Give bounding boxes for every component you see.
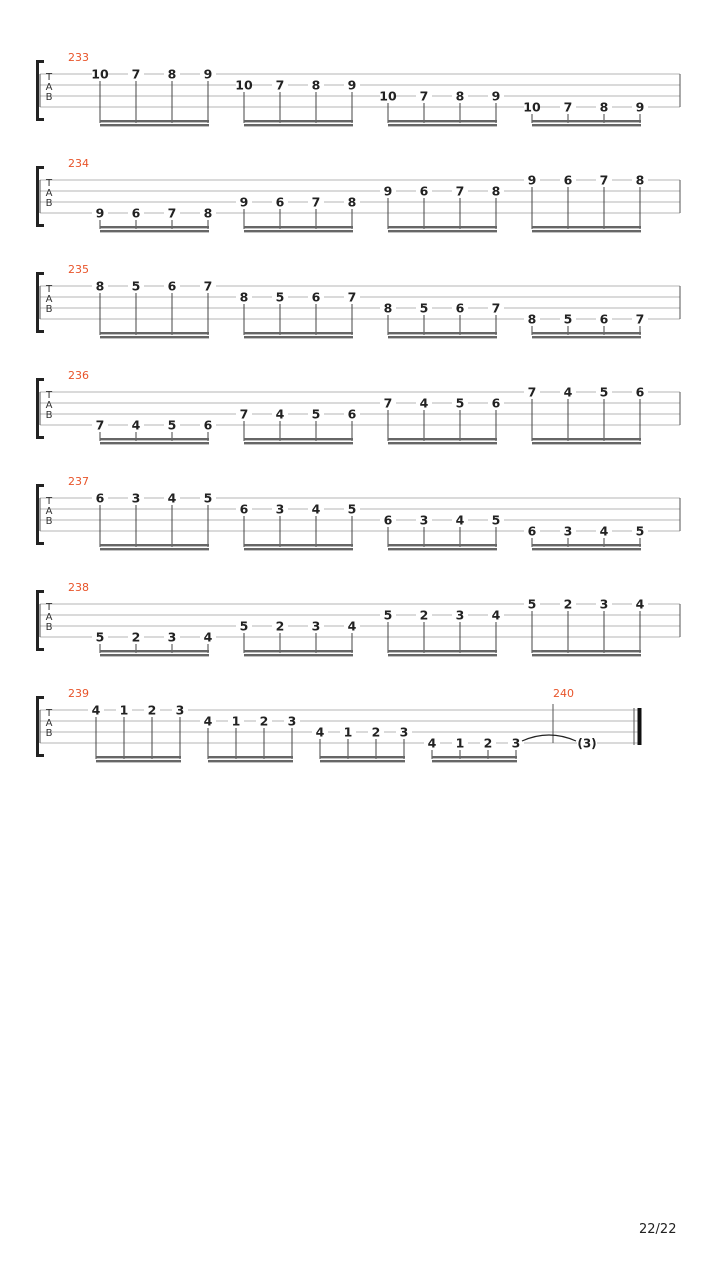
tab-clef-letter: A <box>45 506 53 517</box>
fret-number: 8 <box>311 77 321 93</box>
fret-number: 2 <box>259 713 269 729</box>
fret-number: 4 <box>563 384 573 400</box>
fret-number: 3 <box>511 735 521 751</box>
measure-number: 234 <box>68 157 89 170</box>
beam <box>388 124 497 126</box>
fret-number: 1 <box>119 702 129 718</box>
fret-number: 4 <box>427 735 437 751</box>
fret-number: 9 <box>635 99 645 115</box>
tab-clef-letter: B <box>45 198 53 209</box>
beam <box>532 230 641 232</box>
beam <box>244 544 353 546</box>
beam <box>96 756 181 758</box>
fret-number: 4 <box>347 618 357 634</box>
fret-number: 7 <box>239 406 249 422</box>
fret-number: 9 <box>527 172 537 188</box>
note-group <box>92 206 216 233</box>
fret-number: 9 <box>347 77 357 93</box>
tab-system <box>36 157 680 232</box>
fret-number: 6 <box>383 512 393 528</box>
fret-number: 7 <box>491 300 501 316</box>
tab-clef-letter: A <box>45 188 53 199</box>
tab-clef-letter: B <box>45 92 53 103</box>
beam <box>532 544 641 546</box>
fret-number: 5 <box>635 523 645 539</box>
fret-number: 4 <box>599 523 609 539</box>
measure-number: 236 <box>68 369 89 382</box>
fret-number: 2 <box>131 629 141 645</box>
fret-number: 6 <box>167 278 177 294</box>
tab-clef-letter: T <box>45 72 53 83</box>
fret-number: 3 <box>419 512 429 528</box>
tab-clef-letter: T <box>45 496 53 507</box>
final-barline-thick <box>638 708 642 745</box>
tab-clef-letter: T <box>45 602 53 613</box>
note-group <box>523 100 648 127</box>
fret-number: 8 <box>167 66 177 82</box>
fret-number: 7 <box>599 172 609 188</box>
beam <box>532 548 641 550</box>
beam <box>244 438 353 440</box>
beam <box>532 226 641 228</box>
beam <box>100 650 209 652</box>
tab-system <box>36 263 680 338</box>
beam <box>388 442 497 444</box>
fret-number: 4 <box>419 395 429 411</box>
beam <box>100 438 209 440</box>
tied-note: (3) <box>577 736 597 751</box>
fret-number: 8 <box>527 311 537 327</box>
fret-number: 6 <box>527 523 537 539</box>
fret-number: 2 <box>563 596 573 612</box>
fret-number: 5 <box>491 512 501 528</box>
measure-number: 238 <box>68 581 89 594</box>
fret-number: 4 <box>203 713 213 729</box>
fret-number: 3 <box>455 607 465 623</box>
tab-clef-letter: T <box>45 284 53 295</box>
fret-number: 9 <box>239 194 249 210</box>
tab-system <box>36 687 642 762</box>
beam <box>388 438 497 440</box>
beam <box>244 230 353 232</box>
tab-clef-letter: A <box>45 400 53 411</box>
fret-number: 3 <box>275 501 285 517</box>
beam <box>100 544 209 546</box>
fret-number: 9 <box>95 205 105 221</box>
page-number: 22/22 <box>639 1222 677 1237</box>
fret-number: 5 <box>203 490 213 506</box>
fret-number: 4 <box>311 501 321 517</box>
fret-number: 6 <box>239 501 249 517</box>
beam <box>532 124 641 126</box>
fret-number: 7 <box>167 205 177 221</box>
beam <box>388 548 497 550</box>
tab-clef-letter: A <box>45 82 53 93</box>
tab-clef-letter: B <box>45 622 53 633</box>
beam <box>532 650 641 652</box>
fret-number: 8 <box>455 88 465 104</box>
measure-number: 240 <box>553 687 574 700</box>
beam <box>388 650 497 652</box>
beam <box>388 332 497 334</box>
fret-number: 5 <box>527 596 537 612</box>
fret-number: 7 <box>275 77 285 93</box>
fret-number: 6 <box>131 205 141 221</box>
beam <box>388 544 497 546</box>
fret-number: 7 <box>563 99 573 115</box>
fret-number: 10 <box>523 99 541 115</box>
fret-number: 2 <box>371 724 381 740</box>
tab-system <box>36 369 680 444</box>
fret-number: 6 <box>203 417 213 433</box>
tab-system <box>36 51 680 126</box>
fret-number: 6 <box>491 395 501 411</box>
beam <box>432 756 517 758</box>
fret-number: 3 <box>167 629 177 645</box>
fret-number: 8 <box>239 289 249 305</box>
fret-number: 4 <box>167 490 177 506</box>
fret-number: 5 <box>131 278 141 294</box>
beam <box>100 332 209 334</box>
measure-number: 233 <box>68 51 89 64</box>
fret-number: 6 <box>455 300 465 316</box>
fret-number: 9 <box>383 183 393 199</box>
beam <box>532 120 641 122</box>
tab-clef-letter: A <box>45 294 53 305</box>
beam <box>244 120 353 122</box>
beam <box>388 226 497 228</box>
beam <box>244 124 353 126</box>
fret-number: 7 <box>203 278 213 294</box>
fret-number: 7 <box>455 183 465 199</box>
fret-number: 3 <box>131 490 141 506</box>
note-group <box>524 312 648 339</box>
beam <box>532 442 641 444</box>
fret-number: 6 <box>599 311 609 327</box>
beam <box>100 226 209 228</box>
tab-clef-letter: B <box>45 410 53 421</box>
fret-number: 7 <box>635 311 645 327</box>
beam <box>532 332 641 334</box>
note-group <box>92 418 216 445</box>
fret-number: 8 <box>203 205 213 221</box>
fret-number: 5 <box>95 629 105 645</box>
fret-number: 8 <box>347 194 357 210</box>
fret-number: 8 <box>635 172 645 188</box>
fret-number: 7 <box>347 289 357 305</box>
beam <box>244 336 353 338</box>
fret-number: 10 <box>379 88 397 104</box>
beam <box>100 442 209 444</box>
tab-clef-letter: B <box>45 728 53 739</box>
beam <box>244 654 353 656</box>
fret-number: 5 <box>239 618 249 634</box>
fret-number: 4 <box>91 702 101 718</box>
fret-number: 4 <box>635 596 645 612</box>
fret-number: 9 <box>203 66 213 82</box>
beam <box>96 760 181 762</box>
fret-number: 8 <box>383 300 393 316</box>
fret-number: 8 <box>599 99 609 115</box>
fret-number: 4 <box>491 607 501 623</box>
fret-number: 7 <box>95 417 105 433</box>
beam <box>100 230 209 232</box>
beam <box>320 760 405 762</box>
beam <box>244 226 353 228</box>
fret-number: 2 <box>483 735 493 751</box>
fret-number: 8 <box>95 278 105 294</box>
fret-number: 7 <box>311 194 321 210</box>
fret-number: 6 <box>635 384 645 400</box>
beam <box>100 120 209 122</box>
tab-system <box>36 475 680 550</box>
fret-number: 1 <box>343 724 353 740</box>
beam <box>208 760 293 762</box>
beam <box>532 438 641 440</box>
fret-number: 1 <box>455 735 465 751</box>
fret-number: 6 <box>95 490 105 506</box>
fret-number: 4 <box>275 406 285 422</box>
fret-number: 5 <box>311 406 321 422</box>
measure-number: 235 <box>68 263 89 276</box>
fret-number: 3 <box>399 724 409 740</box>
beam <box>320 756 405 758</box>
tab-clef-letter: A <box>45 612 53 623</box>
fret-number: 7 <box>383 395 393 411</box>
tab-clef-letter: A <box>45 718 53 729</box>
fret-number: 4 <box>131 417 141 433</box>
fret-number: 3 <box>287 713 297 729</box>
beam <box>100 654 209 656</box>
fret-number: 8 <box>491 183 501 199</box>
fret-number: 6 <box>347 406 357 422</box>
fret-number: 6 <box>563 172 573 188</box>
beam <box>532 654 641 656</box>
beam <box>100 548 209 550</box>
fret-number: 3 <box>175 702 185 718</box>
fret-number: 3 <box>599 596 609 612</box>
fret-number: 9 <box>491 88 501 104</box>
beam <box>388 230 497 232</box>
beam <box>532 336 641 338</box>
fret-number: 3 <box>311 618 321 634</box>
fret-number: 3 <box>563 523 573 539</box>
fret-number: 5 <box>599 384 609 400</box>
fret-number: 5 <box>167 417 177 433</box>
fret-number: 5 <box>419 300 429 316</box>
tie-arc <box>522 735 576 741</box>
fret-number: 2 <box>275 618 285 634</box>
fret-number: 7 <box>419 88 429 104</box>
tab-clef-letter: T <box>45 178 53 189</box>
fret-number: 10 <box>235 77 253 93</box>
fret-number: 4 <box>315 724 325 740</box>
fret-number: 6 <box>419 183 429 199</box>
fret-number: 5 <box>347 501 357 517</box>
fret-number: 4 <box>203 629 213 645</box>
fret-number: 5 <box>455 395 465 411</box>
fret-number: 2 <box>419 607 429 623</box>
beam <box>244 650 353 652</box>
beam <box>388 120 497 122</box>
fret-number: 4 <box>455 512 465 528</box>
beam <box>432 760 517 762</box>
measure-number: 237 <box>68 475 89 488</box>
tab-clef-letter: T <box>45 390 53 401</box>
note-group <box>424 736 524 763</box>
fret-number: 5 <box>275 289 285 305</box>
note-group <box>524 524 648 551</box>
beam <box>244 548 353 550</box>
beam <box>388 336 497 338</box>
fret-number: 1 <box>231 713 241 729</box>
fret-number: 6 <box>275 194 285 210</box>
beam <box>388 654 497 656</box>
beam <box>100 336 209 338</box>
tab-clef-letter: B <box>45 304 53 315</box>
beam <box>208 756 293 758</box>
fret-number: 2 <box>147 702 157 718</box>
note-group <box>92 630 216 657</box>
tab-clef-letter: T <box>45 708 53 719</box>
fret-number: 7 <box>527 384 537 400</box>
measure-number: 239 <box>68 687 89 700</box>
fret-number: 5 <box>383 607 393 623</box>
beam <box>244 332 353 334</box>
tab-clef-letter: B <box>45 516 53 527</box>
beam <box>100 124 209 126</box>
beam <box>244 442 353 444</box>
fret-number: 7 <box>131 66 141 82</box>
fret-number: 10 <box>91 66 109 82</box>
tab-system <box>36 581 680 656</box>
fret-number: 6 <box>311 289 321 305</box>
fret-number: 5 <box>563 311 573 327</box>
